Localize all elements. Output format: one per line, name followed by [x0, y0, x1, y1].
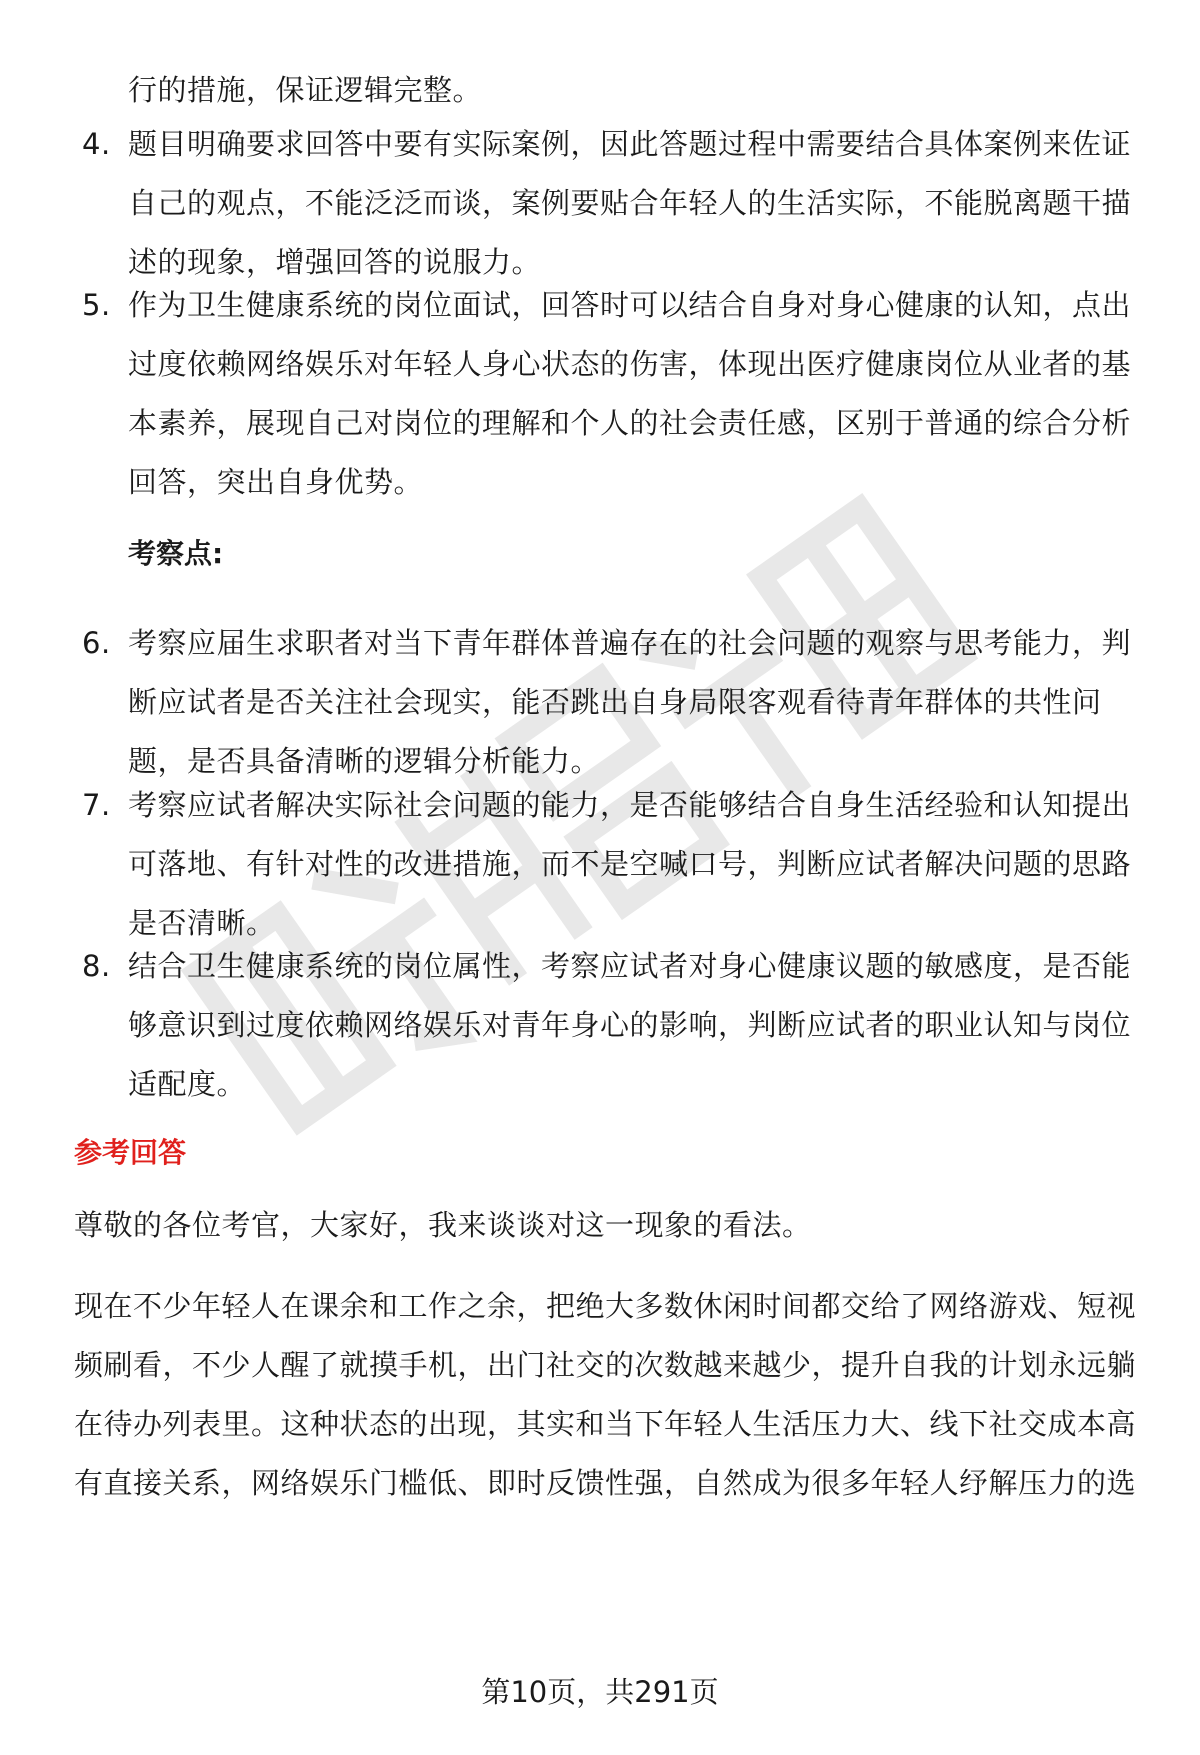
list-number: 6.: [82, 626, 111, 660]
list-text: 考察应届生求职者对当下青年群体普遍存在的社会问题的观察与思考能力，判断应试者是否关注社会现实，能否跳出自身局限客观看待青年群体的共性问题，是否具备清晰的逻辑分析能力。: [128, 626, 1132, 778]
page-footer: 第10页，共291页: [481, 1675, 719, 1709]
list-number: 7.: [82, 788, 111, 822]
list-text: 作为卫生健康系统的岗位面试，回答时可以结合自身对身心健康的认知，点出过度依赖网络娱乐对年轻人身心状态的伤害，体现出医疗健康岗位从业者的基本素养，展现自己对岗位的理解和个人的社会责任感，区别于普通的综合分析回答，突出自身优势。: [128, 288, 1132, 499]
list-number: 5.: [82, 288, 111, 322]
list-number: 4.: [82, 127, 111, 161]
continuation-text: 行的措施，保证逻辑完整。: [128, 73, 483, 107]
list-text: 考察应试者解决实际社会问题的能力，是否能够结合自身生活经验和认知提出可落地、有针对性的改进措施，而不是空喊口号，判断应试者解决问题的思路是否清晰。: [128, 788, 1132, 940]
list-number: 8.: [82, 949, 111, 983]
answer-paragraph: 尊敬的各位考官，大家好，我来谈谈对这一现象的看法。: [74, 1208, 812, 1242]
exam-points-heading: 考察点:: [128, 537, 224, 570]
answer-paragraph: 现在不少年轻人在课余和工作之余，把绝大多数休闲时间都交给了网络游戏、短视频刷看，不少人醒了就摸手机，出门社交的次数越来越少，提升自我的计划永远躺在待办列表里。这种状态的出现，其实和当下年轻人生活压力大、线下社交成本高有直接关系，网络娱乐门槛低、即时反馈性强，自然成为很多年轻人纾解压力的选: [74, 1289, 1137, 1500]
list-text: 题目明确要求回答中要有实际案例，因此答题过程中需要结合具体案例来佐证自己的观点，不能泛泛而谈，案例要贴合年轻人的生活实际，不能脱离题干描述的现象，增强回答的说服力。: [128, 127, 1132, 279]
list-text: 结合卫生健康系统的岗位属性，考察应试者对身心健康议题的敏感度，是否能够意识到过度依赖网络娱乐对青年身心的影响，判断应试者的职业认知与岗位适配度。: [128, 949, 1132, 1101]
reference-answer-title: 参考回答: [74, 1136, 187, 1169]
